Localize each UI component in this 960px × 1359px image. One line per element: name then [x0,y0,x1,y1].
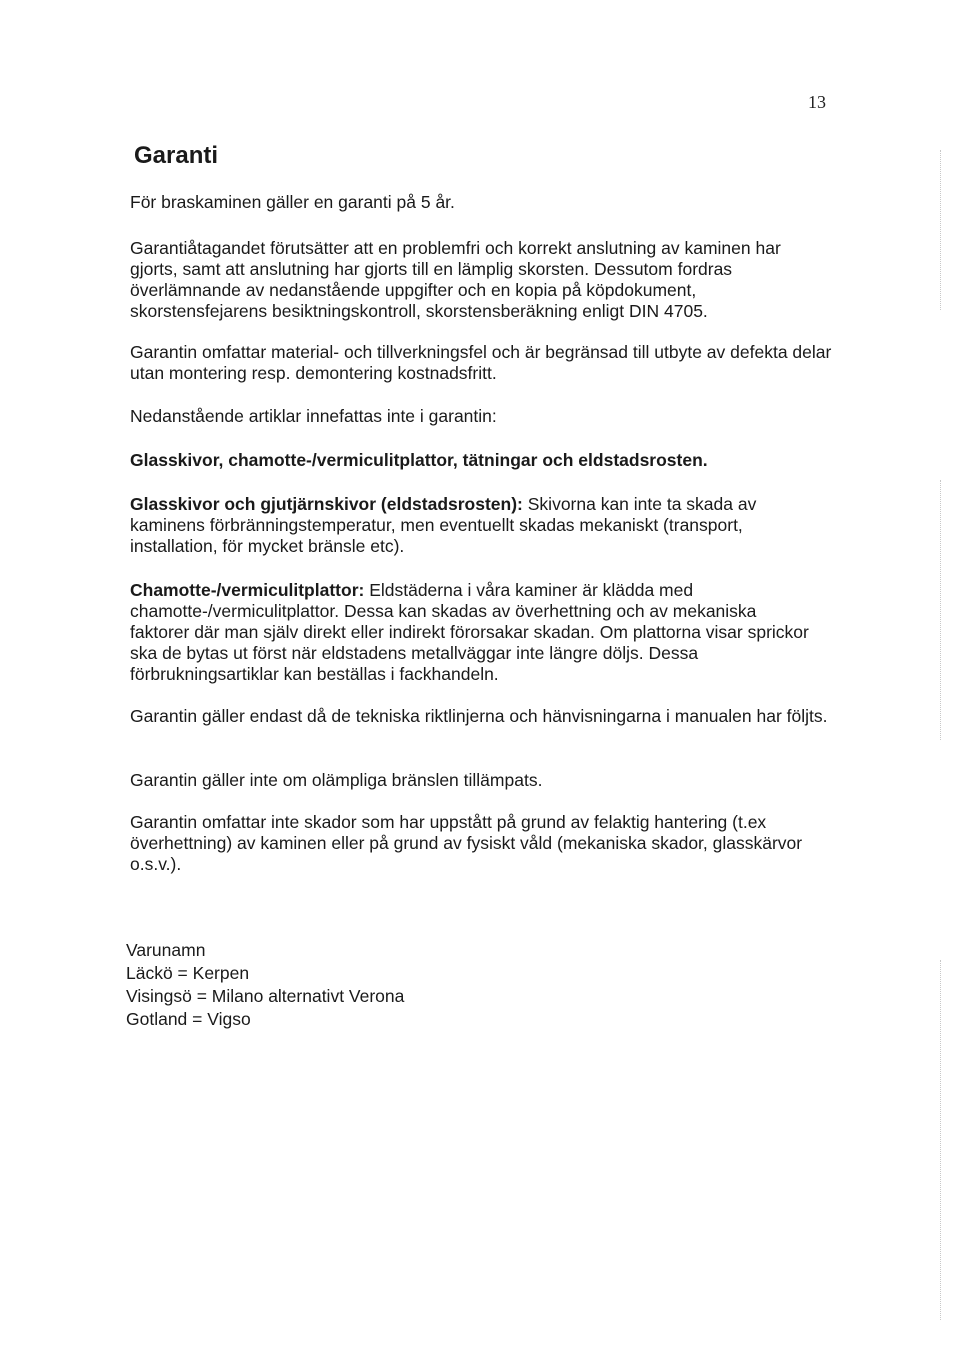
paragraph-excluded-intro: Nedanstående artiklar innefattas inte i garantin: [130,406,497,426]
page-number: 13 [808,92,826,112]
paragraph-damage-exclusion: Garantin omfattar inte skador som har uppstått på grund av felaktig hantering (t.ex överhettning) av kaminen eller på grund av fysiskt våld (mekaniska skador, glasskärvor o.s.v.). [130,812,803,874]
paragraph-fuel: Garantin gäller inte om olämpliga bränslen tillämpats. [130,770,543,790]
paragraph-excluded-items: Glasskivor, chamotte-/vermiculitplattor, tätningar och eldstadsrosten. [130,450,708,470]
product-names-title: Varunamn [126,940,206,960]
product-names-section [126,940,846,1030]
paragraph-warranty-coverage: Garantin omfattar material- och tillverkningsfel och är begränsad till utbyte av defekta delar utan montering resp. demontering kostnadsfritt. [130,342,832,383]
paragraph-manual-guidelines: Garantin gäller endast då de tekniska riktlinjerna och hänvisningarna i manualen har följts. [130,706,828,726]
paragraph-glass-panels [130,494,820,557]
product-name-item: Visingsö = Milano alternativt Verona [126,986,405,1006]
scan-edge-mark [940,480,941,740]
paragraph-warranty-conditions: Garantiåtagandet förutsätter att en problemfri och korrekt anslutning av kaminen har gjorts, samt att anslutning har gjorts till en lämplig skorsten. Dessutom fordras överlämnande av nedanstående uppgifter och en kopia på köpdokument, skorstensfejarens besiktningskontroll, skorstensberäkning enligt DIN 4705. [130,238,781,321]
product-name-item: Gotland = Vigso [126,1009,251,1029]
paragraph-chamotte-plates [130,580,820,685]
glass-panels-text: Skivorna kan inte ta skada av kaminens förbränningstemperatur, men eventuellt skadas mekaniskt (transport, installation, för mycket bränsle etc). [130,494,757,556]
product-name-item: Läckö = Kerpen [126,963,250,983]
chamotte-plates-label: Chamotte-/vermiculitplattor: [130,580,365,600]
scan-edge-mark [940,150,941,310]
chamotte-plates-text: Eldstäderna i våra kaminer är klädda med chamotte-/vermiculitplattor. Dessa kan skadas av överhettning och av mekaniska faktorer där man själv direkt eller indirekt förorsakar skadan. Om plattorna visar sprickor ska de bytas ut först när eldstadens metallväggar inte längre döljs. Dessa förbrukningsartiklar kan beställas i fackhandeln. [130,580,809,684]
page-title: Garanti [134,142,219,169]
glass-panels-label: Glasskivor och gjutjärnskivor (eldstadsrosten): [130,494,523,514]
scan-edge-mark [940,960,941,1320]
paragraph-warranty-period: För braskaminen gäller en garanti på 5 år. [130,192,455,212]
